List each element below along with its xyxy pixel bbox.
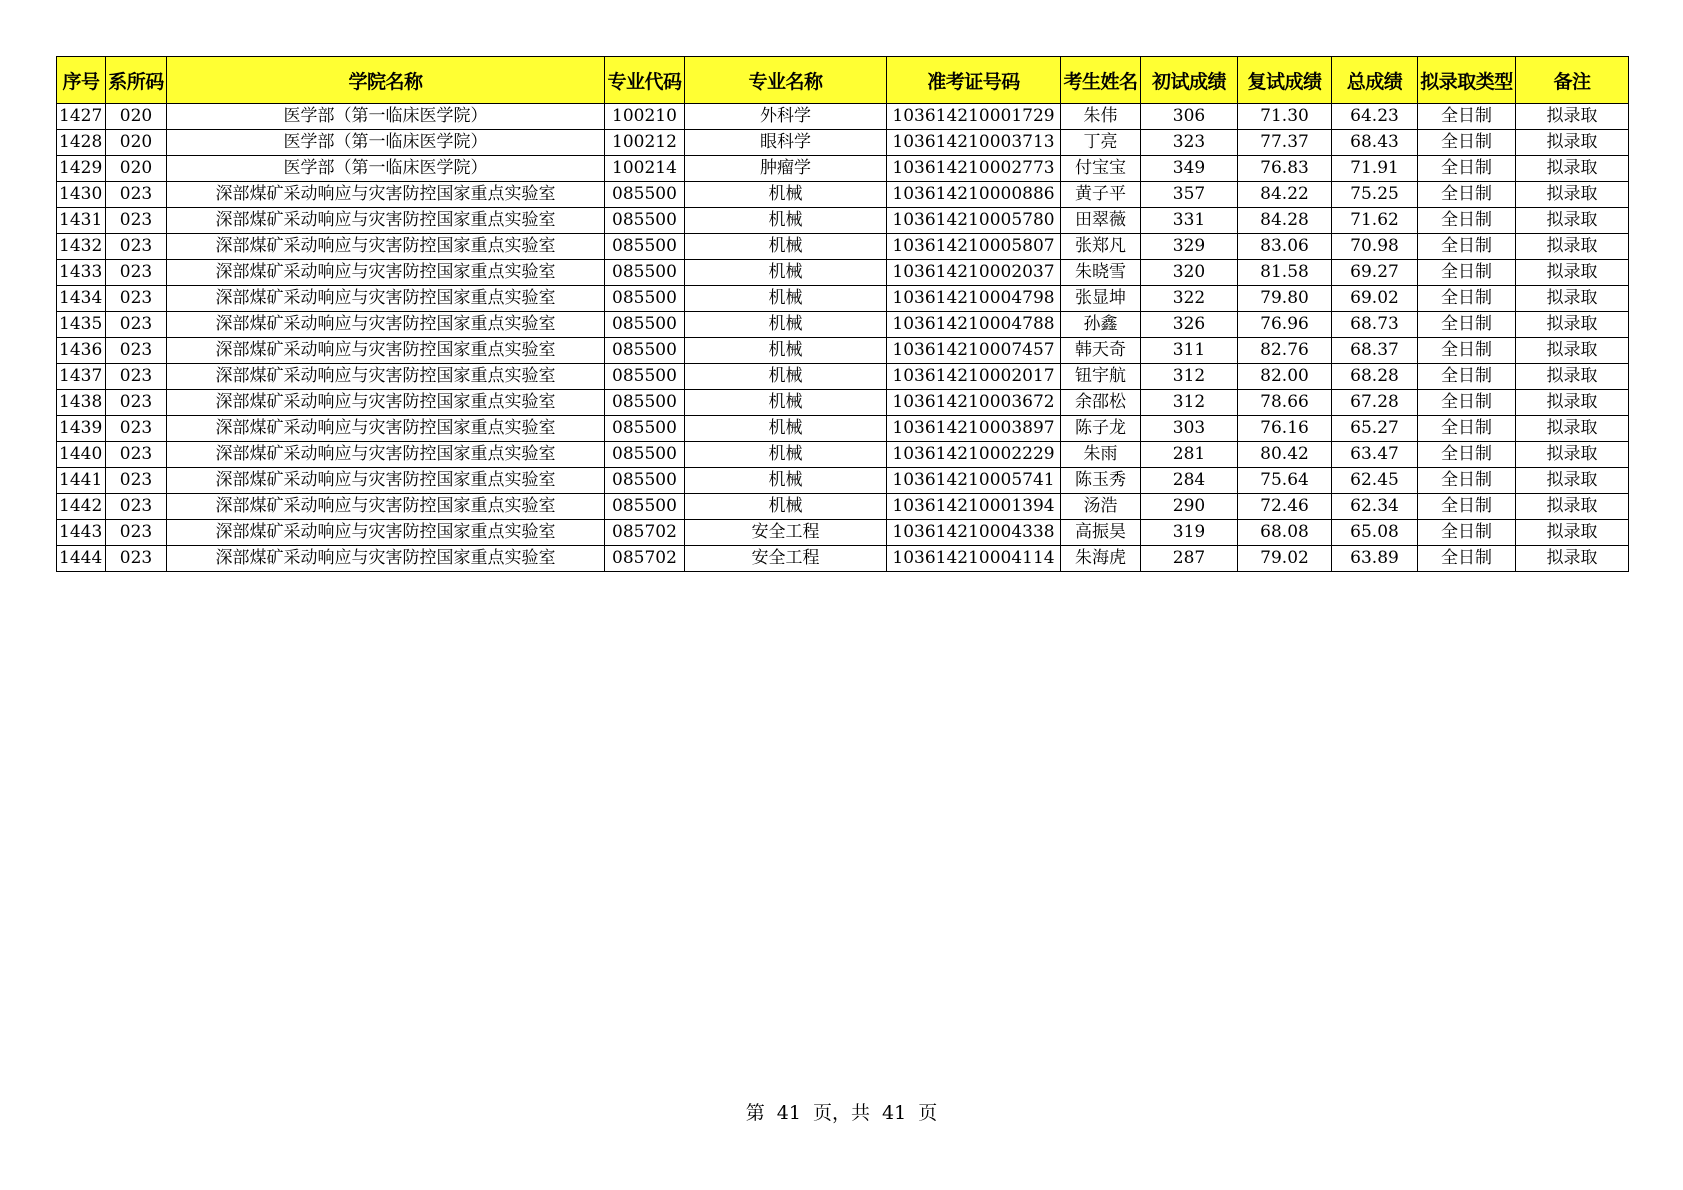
cell-major-name: 机械	[685, 312, 887, 338]
cell-remarks: 拟录取	[1516, 130, 1629, 156]
cell-candidate-name: 丁亮	[1061, 130, 1141, 156]
cell-seq: 1435	[57, 312, 106, 338]
cell-admission-type: 全日制	[1418, 312, 1516, 338]
cell-college-name: 医学部（第一临床医学院）	[167, 130, 605, 156]
cell-remarks: 拟录取	[1516, 182, 1629, 208]
cell-major-name: 机械	[685, 390, 887, 416]
cell-admission-type: 全日制	[1418, 286, 1516, 312]
cell-candidate-name: 韩天奇	[1061, 338, 1141, 364]
header-admission-type: 拟录取类型	[1418, 57, 1516, 104]
cell-major-code: 085500	[605, 416, 685, 442]
cell-exam-id: 103614210001394	[887, 494, 1061, 520]
cell-remarks: 拟录取	[1516, 494, 1629, 520]
table-row	[57, 520, 1629, 546]
cell-remarks: 拟录取	[1516, 312, 1629, 338]
cell-admission-type: 全日制	[1418, 364, 1516, 390]
cell-retest-score: 82.00	[1238, 364, 1332, 390]
cell-dept-code: 023	[106, 416, 167, 442]
cell-exam-id: 103614210002229	[887, 442, 1061, 468]
cell-total-score: 63.89	[1332, 546, 1418, 572]
cell-remarks: 拟录取	[1516, 156, 1629, 182]
cell-seq: 1441	[57, 468, 106, 494]
table-row	[57, 442, 1629, 468]
header-dept-code: 系所码	[106, 57, 167, 104]
cell-candidate-name: 汤浩	[1061, 494, 1141, 520]
cell-major-code: 085702	[605, 546, 685, 572]
cell-dept-code: 023	[106, 442, 167, 468]
cell-admission-type: 全日制	[1418, 494, 1516, 520]
table-row	[57, 338, 1629, 364]
cell-retest-score: 84.28	[1238, 208, 1332, 234]
cell-retest-score: 80.42	[1238, 442, 1332, 468]
cell-retest-score: 79.80	[1238, 286, 1332, 312]
cell-total-score: 70.98	[1332, 234, 1418, 260]
cell-initial-score: 312	[1141, 390, 1238, 416]
cell-major-name: 机械	[685, 442, 887, 468]
cell-candidate-name: 陈玉秀	[1061, 468, 1141, 494]
cell-candidate-name: 朱雨	[1061, 442, 1141, 468]
cell-college-name: 深部煤矿采动响应与灾害防控国家重点实验室	[167, 364, 605, 390]
cell-retest-score: 71.30	[1238, 104, 1332, 130]
cell-exam-id: 103614210002017	[887, 364, 1061, 390]
cell-major-name: 安全工程	[685, 546, 887, 572]
cell-remarks: 拟录取	[1516, 442, 1629, 468]
cell-candidate-name: 陈子龙	[1061, 416, 1141, 442]
cell-total-score: 65.27	[1332, 416, 1418, 442]
cell-exam-id: 103614210004798	[887, 286, 1061, 312]
cell-seq: 1438	[57, 390, 106, 416]
cell-admission-type: 全日制	[1418, 338, 1516, 364]
cell-initial-score: 331	[1141, 208, 1238, 234]
cell-candidate-name: 田翠薇	[1061, 208, 1141, 234]
cell-college-name: 医学部（第一临床医学院）	[167, 104, 605, 130]
cell-total-score: 68.28	[1332, 364, 1418, 390]
cell-exam-id: 103614210005780	[887, 208, 1061, 234]
cell-initial-score: 281	[1141, 442, 1238, 468]
table-row	[57, 390, 1629, 416]
cell-major-name: 机械	[685, 468, 887, 494]
cell-retest-score: 77.37	[1238, 130, 1332, 156]
cell-major-name: 机械	[685, 260, 887, 286]
cell-remarks: 拟录取	[1516, 520, 1629, 546]
cell-major-code: 085500	[605, 234, 685, 260]
cell-admission-type: 全日制	[1418, 416, 1516, 442]
cell-exam-id: 103614210003713	[887, 130, 1061, 156]
cell-retest-score: 84.22	[1238, 182, 1332, 208]
cell-remarks: 拟录取	[1516, 416, 1629, 442]
cell-exam-id: 103614210004114	[887, 546, 1061, 572]
cell-college-name: 深部煤矿采动响应与灾害防控国家重点实验室	[167, 286, 605, 312]
cell-initial-score: 322	[1141, 286, 1238, 312]
cell-initial-score: 357	[1141, 182, 1238, 208]
cell-candidate-name: 朱伟	[1061, 104, 1141, 130]
cell-total-score: 75.25	[1332, 182, 1418, 208]
admission-table	[56, 56, 1629, 572]
cell-candidate-name: 钮宇航	[1061, 364, 1141, 390]
cell-major-code: 085500	[605, 208, 685, 234]
header-initial-score: 初试成绩	[1141, 57, 1238, 104]
header-college-name: 学院名称	[167, 57, 605, 104]
cell-exam-id: 103614210005807	[887, 234, 1061, 260]
cell-initial-score: 329	[1141, 234, 1238, 260]
cell-candidate-name: 孙鑫	[1061, 312, 1141, 338]
cell-total-score: 63.47	[1332, 442, 1418, 468]
cell-seq: 1444	[57, 546, 106, 572]
header-candidate-name: 考生姓名	[1061, 57, 1141, 104]
cell-exam-id: 103614210001729	[887, 104, 1061, 130]
cell-college-name: 医学部（第一临床医学院）	[167, 156, 605, 182]
cell-initial-score: 323	[1141, 130, 1238, 156]
cell-dept-code: 023	[106, 390, 167, 416]
cell-candidate-name: 张显坤	[1061, 286, 1141, 312]
cell-seq: 1436	[57, 338, 106, 364]
cell-total-score: 65.08	[1332, 520, 1418, 546]
cell-dept-code: 023	[106, 312, 167, 338]
table-row	[57, 104, 1629, 130]
cell-dept-code: 023	[106, 208, 167, 234]
cell-dept-code: 023	[106, 182, 167, 208]
cell-exam-id: 103614210005741	[887, 468, 1061, 494]
cell-college-name: 深部煤矿采动响应与灾害防控国家重点实验室	[167, 182, 605, 208]
cell-seq: 1430	[57, 182, 106, 208]
table-header-row	[57, 57, 1629, 104]
cell-seq: 1433	[57, 260, 106, 286]
cell-remarks: 拟录取	[1516, 104, 1629, 130]
cell-college-name: 深部煤矿采动响应与灾害防控国家重点实验室	[167, 416, 605, 442]
cell-total-score: 62.45	[1332, 468, 1418, 494]
cell-initial-score: 303	[1141, 416, 1238, 442]
cell-total-score: 68.43	[1332, 130, 1418, 156]
table-row	[57, 364, 1629, 390]
table-row	[57, 468, 1629, 494]
header-exam-id: 准考证号码	[887, 57, 1061, 104]
cell-major-code: 085500	[605, 494, 685, 520]
page-footer: 第 41 页，共 41 页	[745, 1102, 938, 1124]
cell-candidate-name: 黄子平	[1061, 182, 1141, 208]
cell-dept-code: 023	[106, 520, 167, 546]
cell-major-name: 机械	[685, 286, 887, 312]
cell-major-name: 机械	[685, 338, 887, 364]
cell-admission-type: 全日制	[1418, 208, 1516, 234]
cell-major-code: 100210	[605, 104, 685, 130]
cell-candidate-name: 张郑凡	[1061, 234, 1141, 260]
cell-retest-score: 78.66	[1238, 390, 1332, 416]
cell-retest-score: 83.06	[1238, 234, 1332, 260]
cell-dept-code: 020	[106, 156, 167, 182]
cell-initial-score: 349	[1141, 156, 1238, 182]
table-row	[57, 234, 1629, 260]
cell-seq: 1431	[57, 208, 106, 234]
cell-initial-score: 311	[1141, 338, 1238, 364]
cell-major-code: 085702	[605, 520, 685, 546]
cell-remarks: 拟录取	[1516, 234, 1629, 260]
cell-initial-score: 287	[1141, 546, 1238, 572]
cell-total-score: 62.34	[1332, 494, 1418, 520]
cell-total-score: 71.91	[1332, 156, 1418, 182]
cell-dept-code: 023	[106, 260, 167, 286]
header-seq: 序号	[57, 57, 106, 104]
cell-major-code: 085500	[605, 312, 685, 338]
table-row	[57, 494, 1629, 520]
header-retest-score: 复试成绩	[1238, 57, 1332, 104]
header-major-code: 专业代码	[605, 57, 685, 104]
cell-remarks: 拟录取	[1516, 338, 1629, 364]
cell-dept-code: 020	[106, 104, 167, 130]
cell-total-score: 67.28	[1332, 390, 1418, 416]
cell-admission-type: 全日制	[1418, 234, 1516, 260]
cell-candidate-name: 余邵松	[1061, 390, 1141, 416]
cell-major-name: 肿瘤学	[685, 156, 887, 182]
cell-retest-score: 76.83	[1238, 156, 1332, 182]
cell-major-name: 机械	[685, 208, 887, 234]
cell-major-code: 100212	[605, 130, 685, 156]
cell-admission-type: 全日制	[1418, 182, 1516, 208]
cell-major-name: 安全工程	[685, 520, 887, 546]
cell-major-code: 085500	[605, 286, 685, 312]
cell-initial-score: 284	[1141, 468, 1238, 494]
cell-admission-type: 全日制	[1418, 104, 1516, 130]
cell-major-code: 100214	[605, 156, 685, 182]
cell-candidate-name: 高振昊	[1061, 520, 1141, 546]
cell-major-name: 机械	[685, 234, 887, 260]
cell-admission-type: 全日制	[1418, 520, 1516, 546]
cell-remarks: 拟录取	[1516, 260, 1629, 286]
cell-dept-code: 023	[106, 494, 167, 520]
cell-remarks: 拟录取	[1516, 546, 1629, 572]
cell-exam-id: 103614210003897	[887, 416, 1061, 442]
cell-admission-type: 全日制	[1418, 130, 1516, 156]
cell-seq: 1442	[57, 494, 106, 520]
cell-college-name: 深部煤矿采动响应与灾害防控国家重点实验室	[167, 520, 605, 546]
cell-remarks: 拟录取	[1516, 390, 1629, 416]
cell-remarks: 拟录取	[1516, 286, 1629, 312]
cell-admission-type: 全日制	[1418, 442, 1516, 468]
cell-major-code: 085500	[605, 338, 685, 364]
cell-dept-code: 023	[106, 546, 167, 572]
cell-major-name: 机械	[685, 182, 887, 208]
cell-retest-score: 82.76	[1238, 338, 1332, 364]
cell-candidate-name: 付宝宝	[1061, 156, 1141, 182]
cell-initial-score: 290	[1141, 494, 1238, 520]
cell-seq: 1429	[57, 156, 106, 182]
cell-college-name: 深部煤矿采动响应与灾害防控国家重点实验室	[167, 442, 605, 468]
cell-retest-score: 76.96	[1238, 312, 1332, 338]
cell-college-name: 深部煤矿采动响应与灾害防控国家重点实验室	[167, 468, 605, 494]
cell-total-score: 71.62	[1332, 208, 1418, 234]
table-row	[57, 286, 1629, 312]
cell-major-name: 机械	[685, 364, 887, 390]
cell-total-score: 69.27	[1332, 260, 1418, 286]
cell-dept-code: 023	[106, 286, 167, 312]
cell-dept-code: 020	[106, 130, 167, 156]
cell-total-score: 69.02	[1332, 286, 1418, 312]
table-body	[57, 104, 1629, 572]
cell-admission-type: 全日制	[1418, 156, 1516, 182]
header-remarks: 备注	[1516, 57, 1629, 104]
table-row	[57, 416, 1629, 442]
cell-major-code: 085500	[605, 182, 685, 208]
table-row	[57, 130, 1629, 156]
cell-dept-code: 023	[106, 364, 167, 390]
header-major-name: 专业名称	[685, 57, 887, 104]
cell-seq: 1432	[57, 234, 106, 260]
cell-major-name: 机械	[685, 416, 887, 442]
cell-remarks: 拟录取	[1516, 208, 1629, 234]
cell-remarks: 拟录取	[1516, 468, 1629, 494]
cell-college-name: 深部煤矿采动响应与灾害防控国家重点实验室	[167, 208, 605, 234]
cell-admission-type: 全日制	[1418, 390, 1516, 416]
cell-exam-id: 103614210004338	[887, 520, 1061, 546]
cell-admission-type: 全日制	[1418, 260, 1516, 286]
cell-seq: 1427	[57, 104, 106, 130]
cell-retest-score: 79.02	[1238, 546, 1332, 572]
admission-list-sheet	[56, 56, 1628, 572]
cell-retest-score: 75.64	[1238, 468, 1332, 494]
cell-seq: 1434	[57, 286, 106, 312]
cell-dept-code: 023	[106, 468, 167, 494]
table-row	[57, 182, 1629, 208]
cell-retest-score: 68.08	[1238, 520, 1332, 546]
cell-initial-score: 312	[1141, 364, 1238, 390]
cell-major-name: 眼科学	[685, 130, 887, 156]
cell-college-name: 深部煤矿采动响应与灾害防控国家重点实验室	[167, 390, 605, 416]
cell-seq: 1443	[57, 520, 106, 546]
cell-retest-score: 76.16	[1238, 416, 1332, 442]
table-row	[57, 156, 1629, 182]
cell-college-name: 深部煤矿采动响应与灾害防控国家重点实验室	[167, 260, 605, 286]
table-row	[57, 208, 1629, 234]
cell-total-score: 68.37	[1332, 338, 1418, 364]
cell-seq: 1439	[57, 416, 106, 442]
cell-major-name: 外科学	[685, 104, 887, 130]
cell-initial-score: 320	[1141, 260, 1238, 286]
cell-exam-id: 103614210002037	[887, 260, 1061, 286]
cell-exam-id: 103614210002773	[887, 156, 1061, 182]
cell-college-name: 深部煤矿采动响应与灾害防控国家重点实验室	[167, 312, 605, 338]
cell-major-code: 085500	[605, 442, 685, 468]
cell-college-name: 深部煤矿采动响应与灾害防控国家重点实验室	[167, 338, 605, 364]
cell-total-score: 68.73	[1332, 312, 1418, 338]
cell-exam-id: 103614210004788	[887, 312, 1061, 338]
table-row	[57, 260, 1629, 286]
cell-college-name: 深部煤矿采动响应与灾害防控国家重点实验室	[167, 234, 605, 260]
table-row	[57, 546, 1629, 572]
cell-major-code: 085500	[605, 364, 685, 390]
cell-exam-id: 103614210003672	[887, 390, 1061, 416]
cell-initial-score: 326	[1141, 312, 1238, 338]
cell-admission-type: 全日制	[1418, 546, 1516, 572]
cell-dept-code: 023	[106, 234, 167, 260]
header-total-score: 总成绩	[1332, 57, 1418, 104]
cell-seq: 1428	[57, 130, 106, 156]
cell-seq: 1437	[57, 364, 106, 390]
cell-dept-code: 023	[106, 338, 167, 364]
table-row	[57, 312, 1629, 338]
cell-exam-id: 103614210000886	[887, 182, 1061, 208]
cell-retest-score: 81.58	[1238, 260, 1332, 286]
cell-college-name: 深部煤矿采动响应与灾害防控国家重点实验室	[167, 546, 605, 572]
cell-exam-id: 103614210007457	[887, 338, 1061, 364]
cell-candidate-name: 朱海虎	[1061, 546, 1141, 572]
cell-total-score: 64.23	[1332, 104, 1418, 130]
cell-initial-score: 319	[1141, 520, 1238, 546]
cell-college-name: 深部煤矿采动响应与灾害防控国家重点实验室	[167, 494, 605, 520]
cell-major-code: 085500	[605, 468, 685, 494]
cell-major-name: 机械	[685, 494, 887, 520]
cell-initial-score: 306	[1141, 104, 1238, 130]
cell-candidate-name: 朱晓雪	[1061, 260, 1141, 286]
cell-major-code: 085500	[605, 260, 685, 286]
cell-major-code: 085500	[605, 390, 685, 416]
cell-remarks: 拟录取	[1516, 364, 1629, 390]
cell-seq: 1440	[57, 442, 106, 468]
cell-retest-score: 72.46	[1238, 494, 1332, 520]
cell-admission-type: 全日制	[1418, 468, 1516, 494]
